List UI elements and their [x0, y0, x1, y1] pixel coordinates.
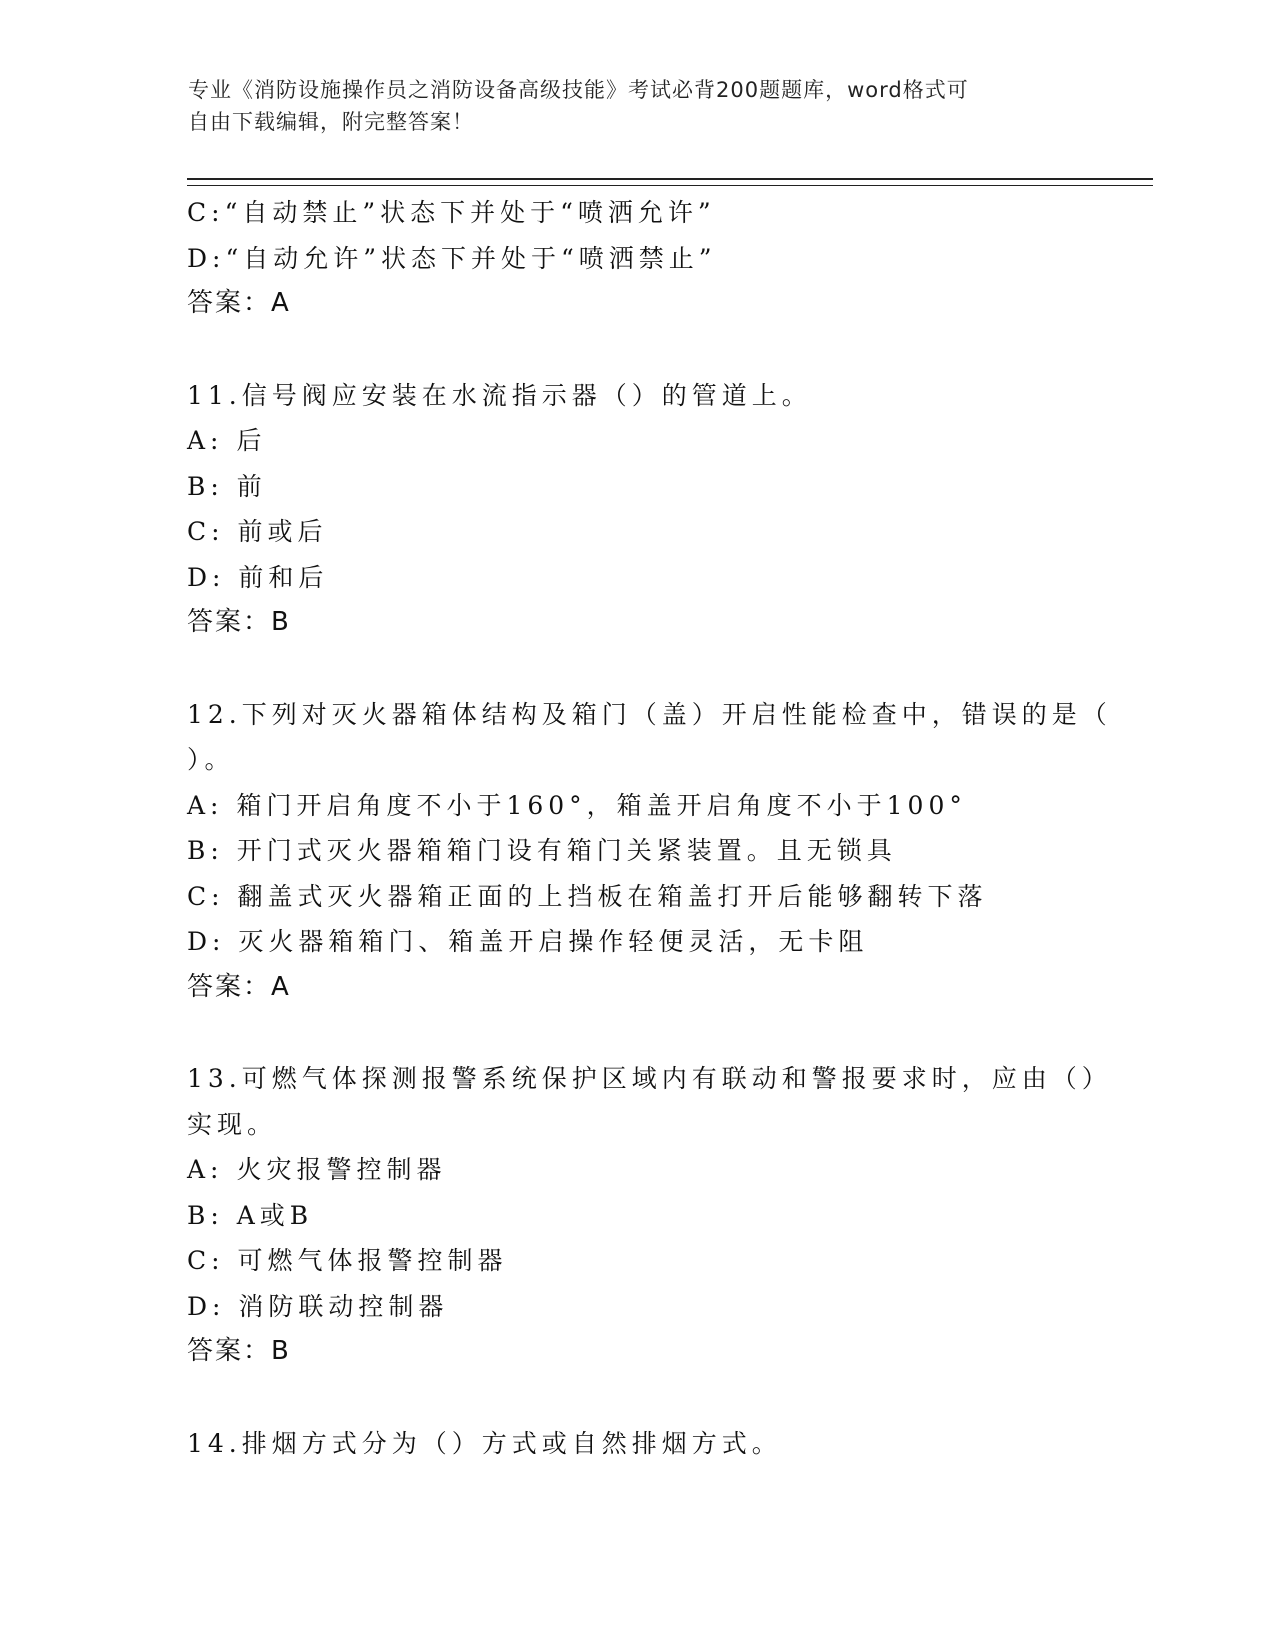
- question-13: [187, 1056, 1112, 1375]
- option-letter: A:: [187, 1155, 224, 1184]
- question-number: 14.: [187, 1428, 242, 1458]
- option-text: 箱门开启角度不小于160°，箱盖开启角度不小于100°: [236, 790, 967, 820]
- question-stem: [187, 373, 1087, 419]
- option-b: [187, 464, 1087, 510]
- question-10-continued: [187, 190, 1087, 327]
- document-header: [188, 74, 1088, 138]
- option-text: 灭火器箱箱门、箱盖开启操作轻便灵活，无卡阻: [238, 927, 869, 956]
- option-letter: D:: [187, 1291, 226, 1321]
- question-14: [187, 1421, 1087, 1467]
- option-d: [187, 1284, 1087, 1330]
- question-12: [187, 692, 1112, 1011]
- spacer: [187, 1375, 1087, 1421]
- question-number: 12.: [187, 699, 242, 729]
- option-letter: A:: [187, 426, 224, 455]
- option-letter: B:: [187, 1200, 224, 1230]
- option-c: [187, 509, 1087, 555]
- option-a: [187, 783, 1087, 829]
- question-text: 排烟方式分为（）方式或自然排烟方式。: [241, 1428, 782, 1458]
- option-letter: C:: [187, 881, 225, 911]
- spacer: [187, 327, 1087, 373]
- option-text: 翻盖式灭火器箱正面的上挡板在箱盖打开后能够翻转下落: [237, 881, 988, 911]
- question-text: 可燃气体探测报警系统保护区域内有联动和警报要求时，应由（）: [241, 1064, 1112, 1093]
- option-letter: C:: [187, 517, 225, 546]
- option-letter: C:: [187, 198, 225, 227]
- option-letter: D:: [187, 927, 226, 956]
- answer-line: 答案：A: [187, 971, 291, 1002]
- question-11: [187, 373, 1087, 646]
- option-text: 前和后: [238, 562, 329, 592]
- option-c: [187, 190, 1087, 236]
- option-text: “自动禁止”状态下并处于“喷洒允许”: [224, 198, 716, 227]
- option-text: 前: [236, 471, 267, 501]
- option-b: [187, 828, 1087, 874]
- option-text: “自动允许”状态下并处于“喷洒禁止”: [225, 243, 717, 273]
- question-stem: [187, 1056, 1112, 1102]
- document-body: [187, 190, 1112, 1466]
- question-stem: [187, 1421, 1087, 1467]
- option-letter: B:: [187, 471, 224, 501]
- question-text: 信号阀应安装在水流指示器（）的管道上。: [241, 380, 812, 410]
- option-d: [187, 555, 1087, 601]
- header-divider: [187, 178, 1153, 186]
- header-line-1: 专业《消防设施操作员之消防设备高级技能》考试必背200题题库，word格式可: [188, 78, 969, 102]
- option-c: [187, 1238, 1087, 1284]
- spacer: [187, 646, 1087, 692]
- answer-line: 答案：B: [187, 607, 291, 637]
- option-a: [187, 1147, 1087, 1193]
- question-number: 11.: [187, 380, 242, 410]
- option-text: 前或后: [237, 517, 328, 546]
- option-text: 消防联动控制器: [238, 1291, 449, 1321]
- option-a: [187, 418, 1087, 464]
- question-number: 13.: [187, 1064, 242, 1093]
- spacer: [187, 1010, 1087, 1056]
- question-stem-continued: 实现。: [187, 1109, 278, 1139]
- answer-line: 答案：A: [187, 288, 291, 318]
- question-stem-continued: ）。: [187, 745, 235, 774]
- option-text: 火灾报警控制器: [236, 1155, 447, 1184]
- option-letter: A:: [187, 790, 224, 820]
- option-c: [187, 874, 1087, 920]
- option-letter: D:: [187, 243, 226, 273]
- option-d: [187, 919, 1087, 965]
- option-text: 可燃气体报警控制器: [237, 1246, 508, 1275]
- option-text: 开门式灭火器箱箱门设有箱门关紧装置。且无锁具: [236, 836, 897, 865]
- header-line-2: 自由下载编辑，附完整答案！: [188, 110, 474, 134]
- question-text: 下列对灭火器箱体结构及箱门（盖）开启性能检查中，错误的是（: [241, 699, 1112, 729]
- answer-line: 答案：B: [187, 1336, 291, 1366]
- option-letter: B:: [187, 836, 224, 865]
- option-text: A或B: [236, 1200, 314, 1230]
- option-b: [187, 1193, 1087, 1239]
- question-stem: [187, 692, 1112, 738]
- option-d: [187, 236, 1087, 282]
- option-letter: C:: [187, 1246, 225, 1275]
- option-letter: D:: [187, 562, 226, 592]
- option-text: 后: [236, 426, 267, 455]
